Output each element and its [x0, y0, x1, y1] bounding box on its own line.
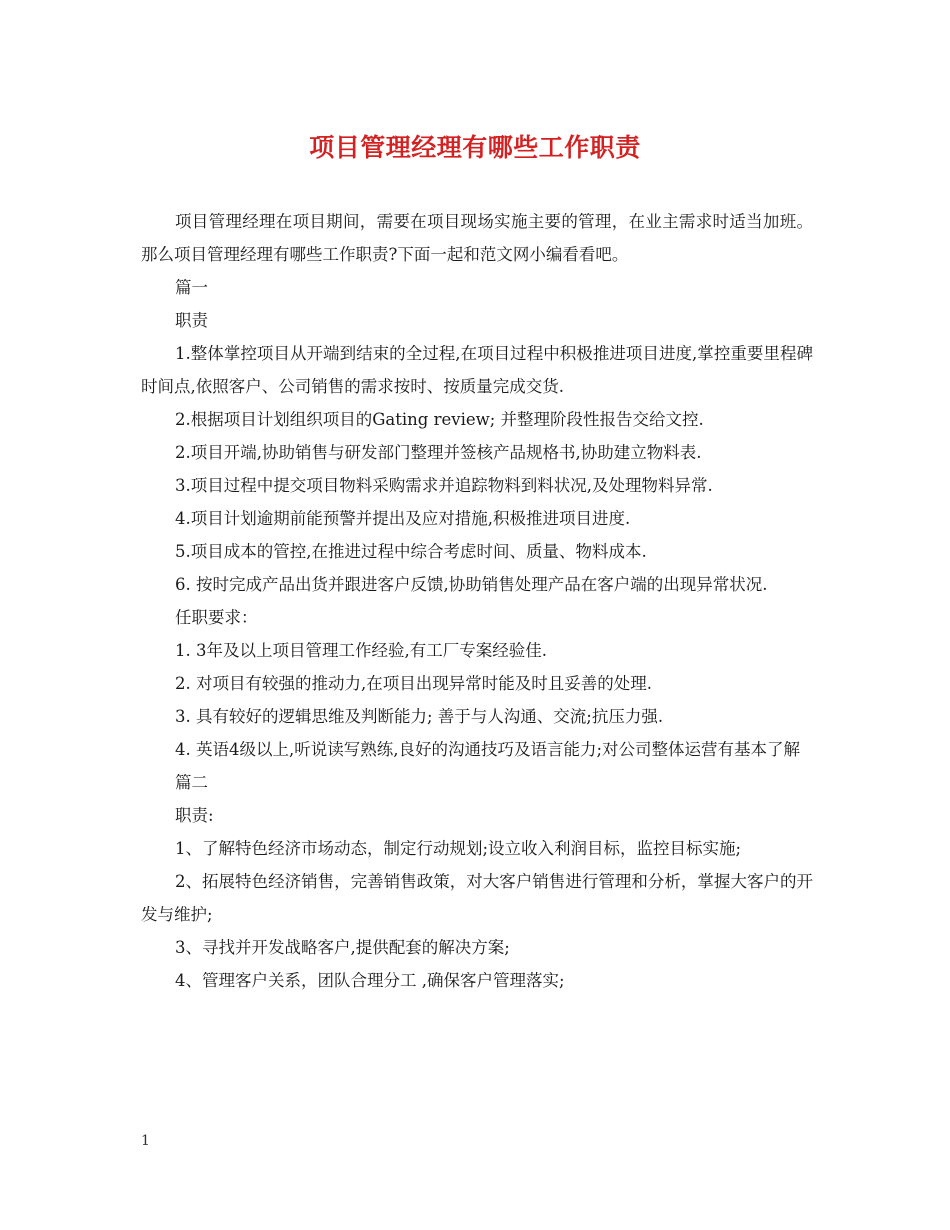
list-item: 3. 具有较好的逻辑思维及判断能力; 善于与人沟通、交流;抗压力强. — [175, 707, 664, 726]
section-heading-part-two: 篇二 — [175, 773, 208, 792]
section-heading-part-one: 篇一 — [175, 278, 208, 297]
list-item: 2.项目开端,协助销售与研发部门整理并签核产品规格书,协助建立物料表. — [175, 443, 702, 462]
document-body — [141, 205, 813, 997]
list-item: 2.根据项目计划组织项目的Gating review; 并整理阶段性报告交给文控. — [175, 410, 704, 429]
list-item: 1.整体掌控项目从开端到结束的全过程,在项目过程中积极推进项目进度,掌控重要里程碑时间点,依照客户、公司销售的需求按时、按质量完成交货. — [141, 344, 813, 396]
subheading-requirements: 任职要求： — [175, 608, 258, 627]
list-item: 4. 英语4级以上,听说读写熟练,良好的沟通技巧及语言能力;对公司整体运营有基本了解 — [175, 740, 801, 759]
page-title: 项目管理经理有哪些工作职责 — [309, 133, 641, 162]
page-number: 1 — [141, 1133, 150, 1149]
subheading-duties-two: 职责: — [175, 806, 214, 825]
list-item: 6. 按时完成产品出货并跟进客户反馈,协助销售处理产品在客户端的出现异常状况. — [175, 575, 768, 594]
list-item: 1. 3年及以上项目管理工作经验,有工厂专案经验佳. — [175, 641, 547, 660]
list-item: 2、拓展特色经济销售，完善销售政策，对大客户销售进行管理和分析，掌握大客户的开发与维护; — [141, 872, 813, 924]
list-item: 2. 对项目有较强的推动力,在项目出现异常时能及时且妥善的处理. — [175, 674, 652, 693]
list-item: 4、管理客户关系，团队合理分工 ,确保客户管理落实; — [175, 971, 565, 990]
list-item: 3、寻找并开发战略客户,提供配套的解决方案; — [175, 938, 510, 957]
list-item: 1、了解特色经济市场动态，制定行动规划;设立收入利润目标，监控目标实施; — [175, 839, 742, 858]
subheading-duties: 职责 — [175, 311, 208, 330]
list-item: 4.项目计划逾期前能预警并提出及应对措施,积极推进项目进度. — [175, 509, 631, 528]
list-item: 5.项目成本的管控,在推进过程中综合考虑时间、质量、物料成本. — [175, 542, 647, 561]
paragraph-intro: 项目管理经理在项目期间，需要在项目现场实施主要的管理，在业主需求时适当加班。那么项目管理经理有哪些工作职责?下面一起和范文网小编看看吧。 — [141, 212, 813, 264]
list-item: 3.项目过程中提交项目物料采购需求并追踪物料到料状况,及处理物料异常. — [175, 476, 713, 495]
